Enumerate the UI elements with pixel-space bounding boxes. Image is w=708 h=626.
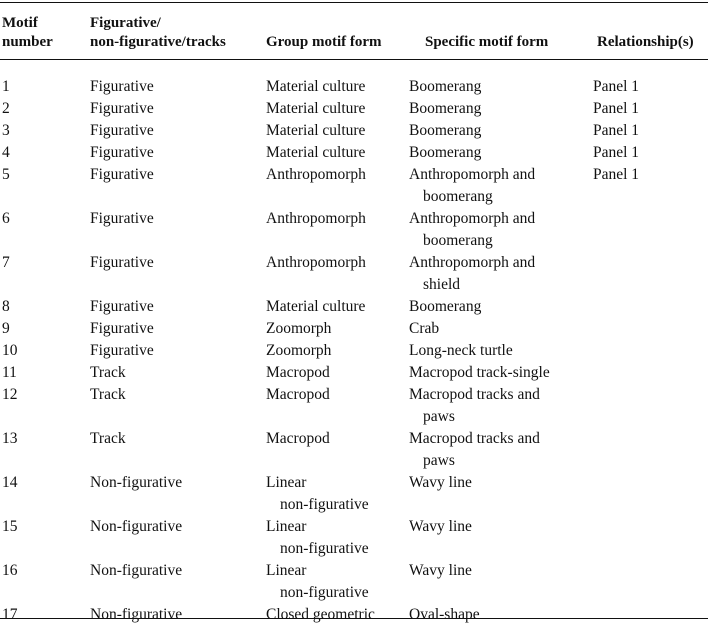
specific-motif-form-line: Wavy line <box>409 518 472 535</box>
table-row <box>0 472 708 516</box>
specific-motif-form-line: boomerang <box>423 232 493 249</box>
motif-number-cell: 6 <box>2 210 10 227</box>
table-row <box>0 340 708 362</box>
specific-motif-form-line: Wavy line <box>409 562 472 579</box>
group-motif-form-line: Zoomorph <box>266 342 332 359</box>
group-motif-form-line: Anthropomorph <box>266 210 366 227</box>
group-motif-form-cell <box>266 340 331 362</box>
specific-motif-form-cell <box>409 604 584 626</box>
motif-number-cell: 11 <box>2 364 17 381</box>
motif-type-cell: Track <box>90 430 126 447</box>
group-motif-form-line: Macropod <box>266 386 330 403</box>
specific-motif-form-cell <box>409 164 584 208</box>
motif-type-cell: Figurative <box>90 342 154 359</box>
group-motif-form-cell <box>266 362 330 384</box>
specific-motif-form-cell <box>409 472 584 494</box>
motif-number-cell: 4 <box>2 144 10 161</box>
table-row <box>0 252 708 296</box>
specific-motif-form-line: Anthropomorph and <box>409 254 536 271</box>
group-motif-form-cell <box>266 296 365 318</box>
motif-type-cell: Non-figurative <box>90 562 183 579</box>
specific-motif-form-line: Crab <box>409 320 440 337</box>
group-motif-form-line: Macropod <box>266 430 330 447</box>
specific-motif-form-line: Anthropomorph and <box>409 166 536 183</box>
motif-type-cell: Figurative <box>90 144 154 161</box>
group-motif-form-line: Material culture <box>266 298 366 315</box>
table-bottom-rule <box>0 618 708 619</box>
group-motif-form-cell <box>266 318 331 340</box>
specific-motif-form-cell <box>409 296 584 318</box>
specific-motif-form-line: Anthropomorph and <box>409 210 536 227</box>
table-top-rule <box>0 2 708 3</box>
specific-motif-form-line: boomerang <box>423 188 493 205</box>
header-specific-motif-form: Specific motif form <box>425 34 549 50</box>
group-motif-form-line: Linear <box>266 518 307 535</box>
group-motif-form-line: Anthropomorph <box>266 166 366 183</box>
motif-number-cell: 14 <box>2 474 18 491</box>
specific-motif-form-cell <box>409 98 584 120</box>
group-motif-form-cell <box>266 98 365 120</box>
motif-type-cell: Figurative <box>90 298 154 315</box>
relationship-cell: Panel 1 <box>593 122 640 139</box>
group-motif-form-line: Material culture <box>266 122 366 139</box>
header-group-motif-form: Group motif form <box>266 34 382 50</box>
specific-motif-form-line: shield <box>423 276 461 293</box>
table-row <box>0 318 708 340</box>
specific-motif-form-cell <box>409 362 584 384</box>
motif-type-cell: Figurative <box>90 254 154 271</box>
group-motif-form-cell <box>266 428 330 450</box>
specific-motif-form-line: Macropod track-single <box>409 364 550 381</box>
motif-number-cell: 9 <box>2 320 10 337</box>
motif-number-cell: 5 <box>2 166 10 183</box>
specific-motif-form-cell <box>409 428 584 472</box>
group-motif-form-line: Material culture <box>266 78 366 95</box>
motif-number-cell: 1 <box>2 78 10 95</box>
specific-motif-form-cell <box>409 340 584 362</box>
specific-motif-form-line: paws <box>423 408 455 425</box>
table-row <box>0 362 708 384</box>
specific-motif-form-line: Boomerang <box>409 78 482 95</box>
header-motif-number: Motif number <box>2 15 53 50</box>
table-row <box>0 98 708 120</box>
relationship-cell: Panel 1 <box>593 78 640 95</box>
specific-motif-form-cell <box>409 120 584 142</box>
table-row <box>0 384 708 428</box>
group-motif-form-cell <box>266 604 375 626</box>
table-row <box>0 164 708 208</box>
group-motif-form-line: Material culture <box>266 144 366 161</box>
specific-motif-form-line: Long-neck turtle <box>409 342 513 359</box>
table-row <box>0 76 708 98</box>
specific-motif-form-line: paws <box>423 452 455 469</box>
specific-motif-form-cell <box>409 252 584 296</box>
specific-motif-form-line: Boomerang <box>409 298 482 315</box>
motif-number-cell: 16 <box>2 562 18 579</box>
specific-motif-form-line: Boomerang <box>409 122 482 139</box>
motif-type-cell: Figurative <box>90 320 154 337</box>
motif-type-cell: Figurative <box>90 100 154 117</box>
motif-type-cell: Figurative <box>90 210 154 227</box>
table-row <box>0 560 708 604</box>
motif-number-cell: 10 <box>2 342 18 359</box>
table-row <box>0 604 708 626</box>
relationship-cell: Panel 1 <box>593 100 640 117</box>
table-row <box>0 296 708 318</box>
specific-motif-form-cell <box>409 560 584 582</box>
group-motif-form-line: Zoomorph <box>266 320 332 337</box>
relationship-cell: Panel 1 <box>593 144 640 161</box>
specific-motif-form-line: Boomerang <box>409 144 482 161</box>
specific-motif-form-line: Wavy line <box>409 474 472 491</box>
group-motif-form-line: Macropod <box>266 364 330 381</box>
motif-type-cell: Non-figurative <box>90 474 183 491</box>
table-row <box>0 208 708 252</box>
motif-type-cell: Figurative <box>90 166 154 183</box>
motif-number-cell: 17 <box>2 606 18 623</box>
specific-motif-form-cell <box>409 384 584 428</box>
table-row <box>0 516 708 560</box>
specific-motif-form-line: Boomerang <box>409 100 482 117</box>
group-motif-form-line: Linear <box>266 474 307 491</box>
group-motif-form-line: Anthropomorph <box>266 254 366 271</box>
motif-type-cell: Track <box>90 364 126 381</box>
motif-number-cell: 8 <box>2 298 10 315</box>
specific-motif-form-cell <box>409 318 584 340</box>
group-motif-form-line: Linear <box>266 562 307 579</box>
table-row <box>0 428 708 472</box>
specific-motif-form-line: Oval-shape <box>409 606 480 623</box>
group-motif-form-line: non-figurative <box>280 584 369 601</box>
relationship-cell: Panel 1 <box>593 166 640 183</box>
table-row <box>0 120 708 142</box>
header-figurative-type: Figurative/ non-figurative/tracks <box>90 15 226 50</box>
group-motif-form-line: non-figurative <box>280 540 369 557</box>
specific-motif-form-cell <box>409 516 584 538</box>
group-motif-form-cell <box>266 164 366 186</box>
group-motif-form-cell <box>266 76 365 98</box>
table-body <box>0 76 708 626</box>
motif-number-cell: 2 <box>2 100 10 117</box>
motif-type-cell: Track <box>90 386 126 403</box>
specific-motif-form-cell <box>409 76 584 98</box>
motif-number-cell: 12 <box>2 386 18 403</box>
header-relationships: Relationship(s) <box>597 34 694 50</box>
group-motif-form-line: Material culture <box>266 100 366 117</box>
group-motif-form-line: non-figurative <box>280 496 369 513</box>
group-motif-form-cell <box>266 472 369 516</box>
motif-number-cell: 7 <box>2 254 10 271</box>
group-motif-form-cell <box>266 384 330 406</box>
table-header <box>0 6 708 56</box>
group-motif-form-cell <box>266 208 366 230</box>
specific-motif-form-line: Macropod tracks and <box>409 386 540 403</box>
group-motif-form-cell <box>266 120 365 142</box>
group-motif-form-cell <box>266 560 369 604</box>
motif-number-cell: 3 <box>2 122 10 139</box>
motif-number-cell: 15 <box>2 518 18 535</box>
motif-type-cell: Figurative <box>90 78 154 95</box>
group-motif-form-line: Closed geometric <box>266 606 375 623</box>
table-row <box>0 142 708 164</box>
table-header-rule <box>0 59 708 60</box>
specific-motif-form-cell <box>409 142 584 164</box>
motif-type-cell: Figurative <box>90 122 154 139</box>
group-motif-form-cell <box>266 142 365 164</box>
motif-type-cell: Non-figurative <box>90 606 183 623</box>
motif-number-cell: 13 <box>2 430 18 447</box>
motif-type-cell: Non-figurative <box>90 518 183 535</box>
specific-motif-form-line: Macropod tracks and <box>409 430 540 447</box>
specific-motif-form-cell <box>409 208 584 252</box>
group-motif-form-cell <box>266 516 369 560</box>
group-motif-form-cell <box>266 252 366 274</box>
